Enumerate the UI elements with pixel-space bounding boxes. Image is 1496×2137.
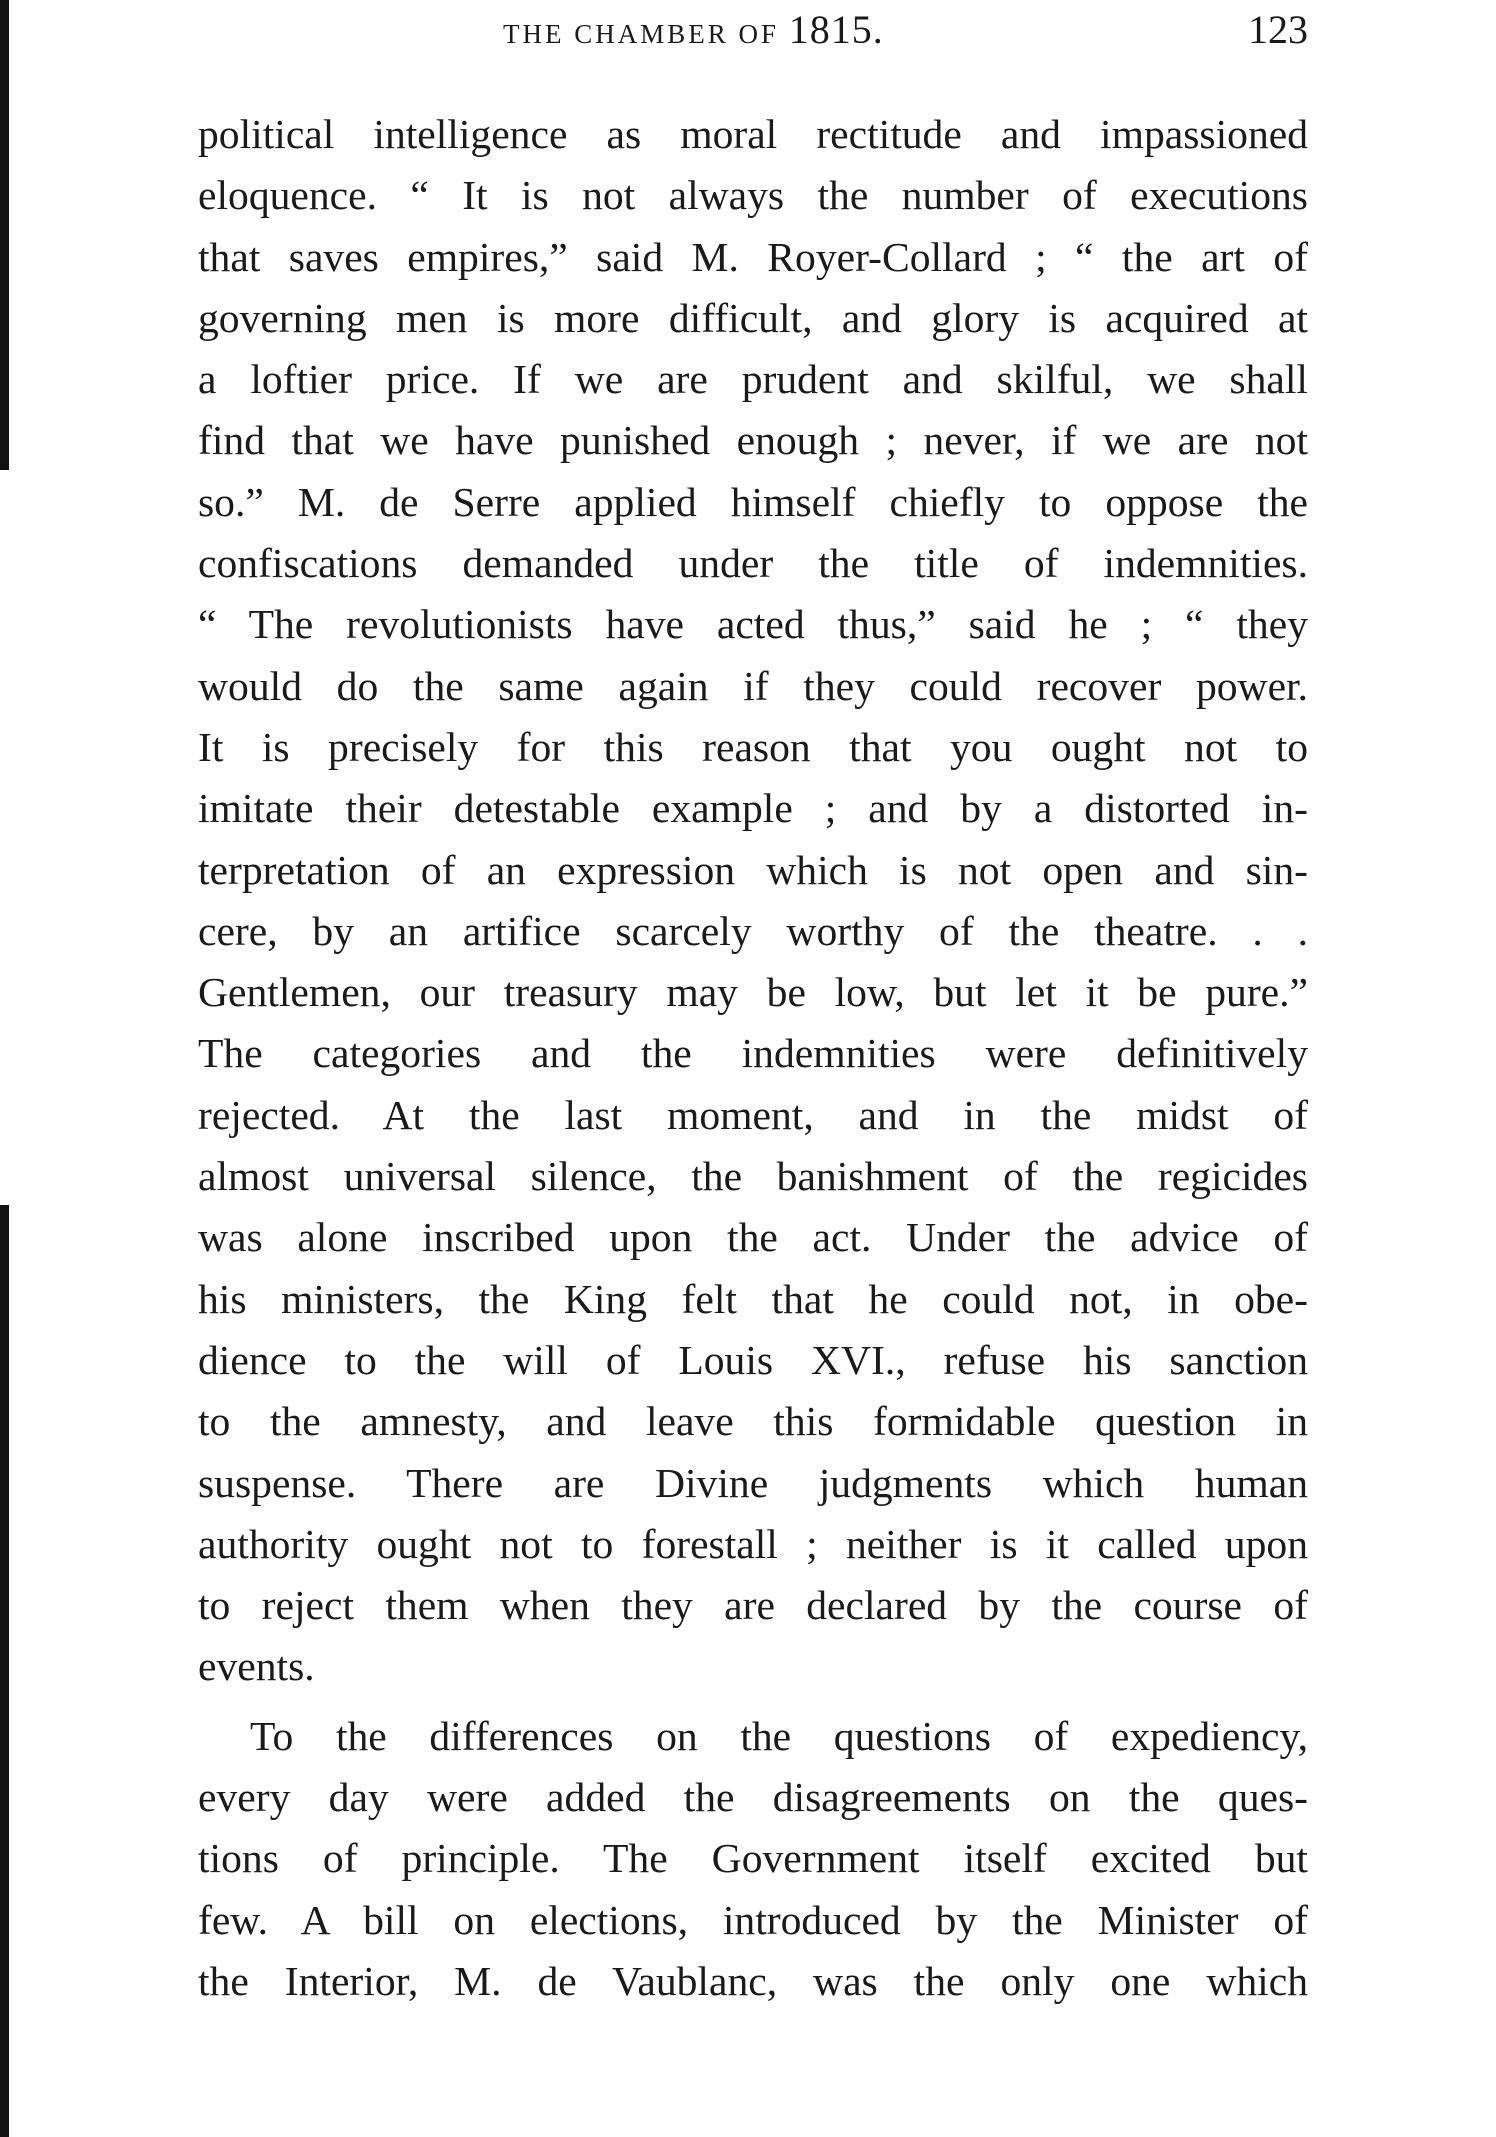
text-line: the Interior, M. de Vaublanc, was the only one which <box>198 1957 1308 2004</box>
text-line: governing men is more difficult, and glory is acquired at <box>198 294 1308 341</box>
text-line: events. <box>198 1643 315 1690</box>
text-line: authority ought not to forestall ; neither is it called upon <box>198 1520 1308 1567</box>
text-line: cere, by an artifice scarcely worthy of the theatre. . . <box>198 907 1308 954</box>
text-line: Gentlemen, our treasury may be low, but let it be pure.” <box>198 969 1308 1016</box>
text-line: terpretation of an expression which is not open and sin- <box>198 846 1308 893</box>
page-number: 123 <box>1248 7 1308 52</box>
text-line: find that we have punished enough ; never, if we are not <box>198 417 1308 464</box>
text-line: It is precisely for this reason that you ought not to <box>198 723 1308 770</box>
text-line: a loftier price. If we are prudent and skilful, we shall <box>198 356 1308 403</box>
running-title-prefix: THE CHAMBER OF <box>503 19 780 49</box>
text-line: every day were added the disagreements on the ques- <box>198 1774 1308 1821</box>
text-line: confiscations demanded under the title of indemnities. <box>198 540 1308 587</box>
text-line: his ministers, the King felt that he could not, in obe- <box>198 1275 1308 1322</box>
running-title-year: 1815. <box>788 7 884 52</box>
text-line: suspense. There are Divine judgments which human <box>198 1459 1308 1506</box>
text-line: so.” M. de Serre applied himself chiefly to oppose the <box>198 478 1308 525</box>
text-line: to reject them when they are declared by the course of <box>198 1582 1308 1629</box>
text-line: “ The revolutionists have acted thus,” said he ; “ they <box>198 601 1308 648</box>
text-line: The categories and the indemnities were definitively <box>198 1030 1308 1077</box>
text-line: was alone inscribed upon the act. Under the advice of <box>198 1214 1308 1261</box>
text-line: To the differences on the questions of expediency, <box>250 1712 1308 1759</box>
text-line: almost universal silence, the banishment of the regicides <box>198 1153 1308 1200</box>
text-line: rejected. At the last moment, and in the midst of <box>198 1091 1308 1138</box>
text-line: political intelligence as moral rectitude and impassioned <box>198 111 1308 157</box>
paragraph-1 <box>198 104 1308 1698</box>
text-line: few. A bill on elections, introduced by the Minister of <box>198 1896 1308 1943</box>
text-line: would do the same again if they could recover power. <box>198 662 1308 709</box>
running-head <box>198 6 1308 54</box>
paragraph-2 <box>198 1706 1308 2012</box>
text-line: dience to the will of Louis XVI., refuse his sanction <box>198 1336 1308 1383</box>
text-line: imitate their detestable example ; and by a distorted in- <box>198 785 1308 832</box>
binding-shadow-bottom <box>0 1205 9 2137</box>
text-line: that saves empires,” said M. Royer-Collard ; “ the art of <box>198 233 1308 280</box>
binding-shadow-top <box>0 0 9 470</box>
text-line: tions of principle. The Government itself excited but <box>198 1835 1308 1882</box>
text-line: to the amnesty, and leave this formidable question in <box>198 1398 1308 1445</box>
body-text <box>198 104 1308 2012</box>
running-title <box>503 6 884 58</box>
paragraph-gap <box>198 1698 1308 1706</box>
text-line: eloquence. “ It is not always the number of executions <box>198 172 1308 219</box>
